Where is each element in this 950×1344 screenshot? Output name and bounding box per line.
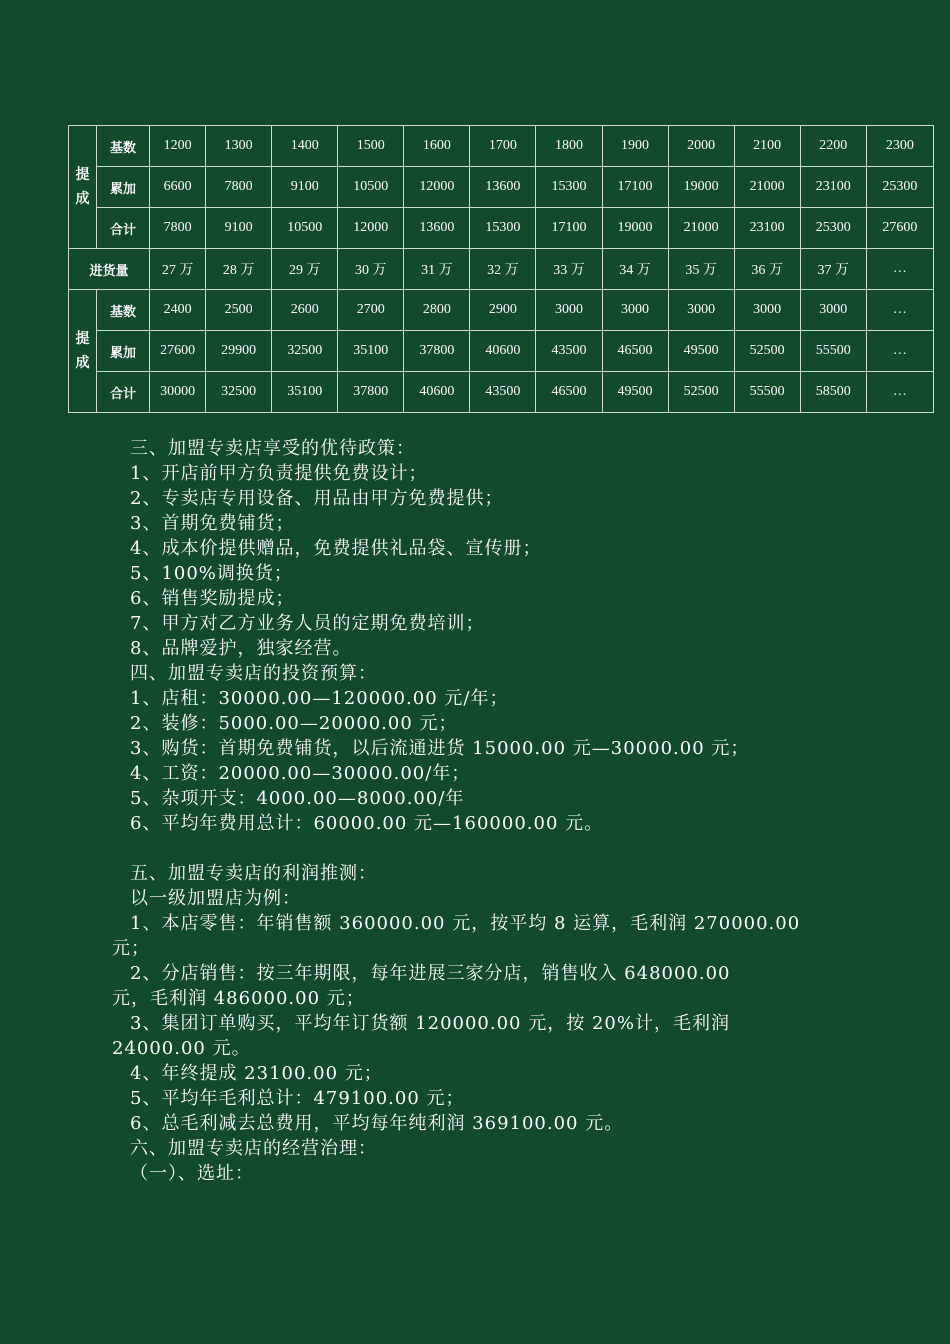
- table-cell: 2100: [734, 126, 800, 167]
- table-cell: 15300: [536, 167, 602, 208]
- table-cell: 1800: [536, 126, 602, 167]
- blank-line: [112, 836, 842, 861]
- table-cell: 2500: [206, 290, 272, 331]
- volume-row-label: 进货量: [69, 249, 150, 290]
- table-cell: 3000: [734, 290, 800, 331]
- text-line: 三、加盟专卖店享受的优待政策：: [130, 438, 415, 459]
- table-cell: 3000: [800, 290, 866, 331]
- group-label-char: 成: [75, 355, 90, 371]
- table-cell: 2900: [470, 290, 536, 331]
- table-cell: 2300: [866, 126, 933, 167]
- table-cell: 2400: [150, 290, 206, 331]
- table-cell: 32 万: [470, 249, 536, 290]
- table-cell: 28 万: [206, 249, 272, 290]
- text-line: 4、工资：20000.00—30000.00/年；: [130, 763, 471, 784]
- table-cell: 37 万: [800, 249, 866, 290]
- table-cell: 3000: [602, 290, 668, 331]
- table-cell: 9100: [206, 208, 272, 249]
- table-cell: 13600: [470, 167, 536, 208]
- text-line: 1、本店零售：年销售额 360000.00 元，按平均 8 运算，毛利润 270000.00: [130, 913, 801, 934]
- table-cell: 36 万: [734, 249, 800, 290]
- text-line: 四、加盟专卖店的投资预算：: [130, 663, 377, 684]
- text-line: 5、100%调换货；: [130, 563, 293, 584]
- row-label: 基数: [97, 290, 150, 331]
- table-cell: 1700: [470, 126, 536, 167]
- text-line: 2、装修：5000.00—20000.00 元；: [130, 713, 458, 734]
- text-line: 6、销售奖励提成；: [130, 588, 295, 609]
- group-label-char: 提: [75, 331, 90, 347]
- table-cell: 29 万: [272, 249, 338, 290]
- table-cell: 25300: [800, 208, 866, 249]
- table-cell: 2200: [800, 126, 866, 167]
- text-line: 六、加盟专卖店的经营治理：: [130, 1138, 377, 1159]
- table-row: [69, 331, 934, 372]
- row-label: 基数: [97, 126, 150, 167]
- table-cell: 31 万: [404, 249, 470, 290]
- table-cell: 32500: [206, 372, 272, 413]
- table-cell: 35100: [338, 331, 404, 372]
- table-cell: 15300: [470, 208, 536, 249]
- table-cell: 1500: [338, 126, 404, 167]
- text-line: 1、店租：30000.00—120000.00 元/年；: [130, 688, 509, 709]
- table-cell: 7800: [150, 208, 206, 249]
- text-line: 4、年终提成 23100.00 元；: [130, 1063, 383, 1084]
- table-cell: 55500: [734, 372, 800, 413]
- row-label: 合计: [97, 372, 150, 413]
- table-cell: …: [866, 331, 933, 372]
- table-cell: …: [866, 290, 933, 331]
- table1-group-label: [69, 126, 97, 249]
- row-label: 合计: [97, 208, 150, 249]
- table-cell: 46500: [536, 372, 602, 413]
- table-row: [69, 126, 934, 167]
- table-cell: 27600: [150, 331, 206, 372]
- table-cell: 33 万: [536, 249, 602, 290]
- table-cell: 2600: [272, 290, 338, 331]
- table-cell: 2800: [404, 290, 470, 331]
- commission-table: [68, 125, 934, 413]
- table-cell: 35100: [272, 372, 338, 413]
- table-cell: 55500: [800, 331, 866, 372]
- table-cell: 23100: [800, 167, 866, 208]
- table-cell: 23100: [734, 208, 800, 249]
- table-row-volume: [69, 249, 934, 290]
- text-line: 6、平均年费用总计：60000.00 元—160000.00 元。: [130, 813, 604, 834]
- text-line: 以一级加盟店为例：: [130, 888, 301, 909]
- text-line: 4、成本价提供赠品，免费提供礼品袋、宣传册；: [130, 538, 542, 559]
- text-line: 3、首期免费铺货；: [130, 513, 295, 534]
- table-cell: 34 万: [602, 249, 668, 290]
- text-line: 元；: [112, 938, 150, 959]
- table-cell: 43500: [470, 372, 536, 413]
- table-cell: 37800: [338, 372, 404, 413]
- table-cell: 17100: [536, 208, 602, 249]
- table-cell: 12000: [404, 167, 470, 208]
- table-row: [69, 372, 934, 413]
- text-line: 8、品牌爱护，独家经营。: [130, 638, 352, 659]
- table-row: [69, 208, 934, 249]
- table-cell: 2000: [668, 126, 734, 167]
- table-cell: 52500: [734, 331, 800, 372]
- table-cell: 49500: [668, 331, 734, 372]
- table-cell: 10500: [272, 208, 338, 249]
- group-label-char: 提: [75, 167, 90, 183]
- table-cell: 3000: [668, 290, 734, 331]
- table-cell: 6600: [150, 167, 206, 208]
- text-line: （一）、选址：: [130, 1163, 254, 1184]
- table-cell: 12000: [338, 208, 404, 249]
- table-cell: 43500: [536, 331, 602, 372]
- text-line: 3、购货：首期免费铺货，以后流通进货 15000.00 元—30000.00 元；: [130, 738, 750, 759]
- table-cell: 1900: [602, 126, 668, 167]
- table-cell: 2700: [338, 290, 404, 331]
- table-cell: 1300: [206, 126, 272, 167]
- row-label: 累加: [97, 331, 150, 372]
- table-cell: 7800: [206, 167, 272, 208]
- table-cell: 40600: [404, 372, 470, 413]
- table-cell: 49500: [602, 372, 668, 413]
- table-cell: …: [866, 249, 933, 290]
- table-row: [69, 167, 934, 208]
- table-cell: 52500: [668, 372, 734, 413]
- table-cell: 35 万: [668, 249, 734, 290]
- table-cell: 9100: [272, 167, 338, 208]
- table-row: [69, 290, 934, 331]
- text-line: 五、加盟专卖店的利润推测：: [130, 863, 377, 884]
- table-cell: 1600: [404, 126, 470, 167]
- table-cell: 17100: [602, 167, 668, 208]
- text-line: 3、集团订单购买，平均年订货额 120000.00 元，按 20%计，毛利润: [130, 1013, 730, 1034]
- table-cell: 46500: [602, 331, 668, 372]
- text-line: 2、专卖店专用设备、用品由甲方免费提供；: [130, 488, 504, 509]
- table-cell: 3000: [536, 290, 602, 331]
- table-cell: 32500: [272, 331, 338, 372]
- text-line: 元，毛利润 486000.00 元；: [112, 988, 365, 1009]
- table-cell: 29900: [206, 331, 272, 372]
- text-line: 6、总毛利减去总费用，平均每年纯利润 369100.00 元。: [130, 1113, 624, 1134]
- table-cell: 19000: [668, 167, 734, 208]
- text-line: 5、杂项开支：4000.00—8000.00/年: [130, 788, 465, 809]
- table2-group-label: [69, 290, 97, 413]
- text-line: 7、甲方对乙方业务人员的定期免费培训；: [130, 613, 485, 634]
- table-cell: 40600: [470, 331, 536, 372]
- document-body-text: [112, 436, 842, 1186]
- table-cell: 21000: [668, 208, 734, 249]
- table-cell: 1400: [272, 126, 338, 167]
- text-line: 5、平均年毛利总计：479100.00 元；: [130, 1088, 465, 1109]
- table-cell: 10500: [338, 167, 404, 208]
- text-line: 1、开店前甲方负责提供免费设计；: [130, 463, 428, 484]
- table-cell: 13600: [404, 208, 470, 249]
- table-cell: 19000: [602, 208, 668, 249]
- group-label-char: 成: [75, 191, 90, 207]
- table-cell: 25300: [866, 167, 933, 208]
- row-label: 累加: [97, 167, 150, 208]
- table-cell: 58500: [800, 372, 866, 413]
- table-cell: 27 万: [150, 249, 206, 290]
- text-line: 2、分店销售：按三年期限，每年进展三家分店，销售收入 648000.00: [130, 963, 731, 984]
- table-cell: 30000: [150, 372, 206, 413]
- table-cell: 21000: [734, 167, 800, 208]
- text-line: 24000.00 元。: [112, 1038, 251, 1059]
- table-cell: …: [866, 372, 933, 413]
- table-cell: 37800: [404, 331, 470, 372]
- table-cell: 27600: [866, 208, 933, 249]
- table-cell: 1200: [150, 126, 206, 167]
- commission-table-body: [69, 126, 934, 413]
- table-cell: 30 万: [338, 249, 404, 290]
